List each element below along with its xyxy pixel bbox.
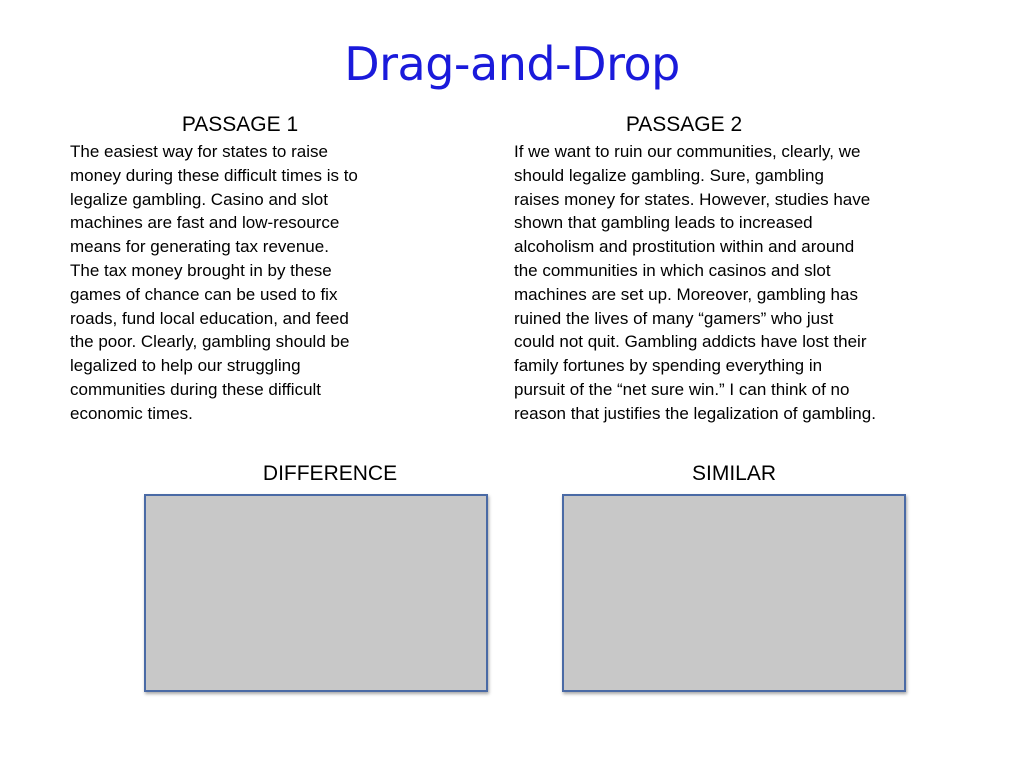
passage-2-heading: PASSAGE 2 bbox=[625, 113, 743, 136]
difference-drop-zone[interactable] bbox=[144, 494, 488, 692]
passage-2-text: If we want to ruin our communities, clearly, we should legalize gambling. Sure, gambling raises money for states. However, studies have shown that gambling leads to increased alcoholism and prostitution within and around the communities in which casinos and slot machines are set up. Moreover, gambling has ruined the lives of many “gamers” who just could not quit. Gambling addicts have lost their family fortunes by spending everything in pursuit of the “net sure win.” I can think of no reason that justifies the legalization of gambling. bbox=[514, 142, 876, 423]
passage-1-text: The easiest way for states to raise money during these difficult times is to legalize gambling. Casino and slot machines are fast and low-resource means for generating tax revenue. The tax money brought in by these games of chance can be used to fix roads, fund local education, and feed the poor. Clearly, gambling should be legalized to help our struggling communities during these difficult economic times. bbox=[70, 142, 358, 423]
similar-label: SIMILAR bbox=[691, 462, 777, 485]
difference-label: DIFFERENCE bbox=[262, 462, 398, 485]
slide-title: Drag-and-Drop bbox=[344, 37, 680, 91]
similar-drop-zone[interactable] bbox=[562, 494, 906, 692]
passage-1-heading: PASSAGE 1 bbox=[181, 113, 299, 136]
